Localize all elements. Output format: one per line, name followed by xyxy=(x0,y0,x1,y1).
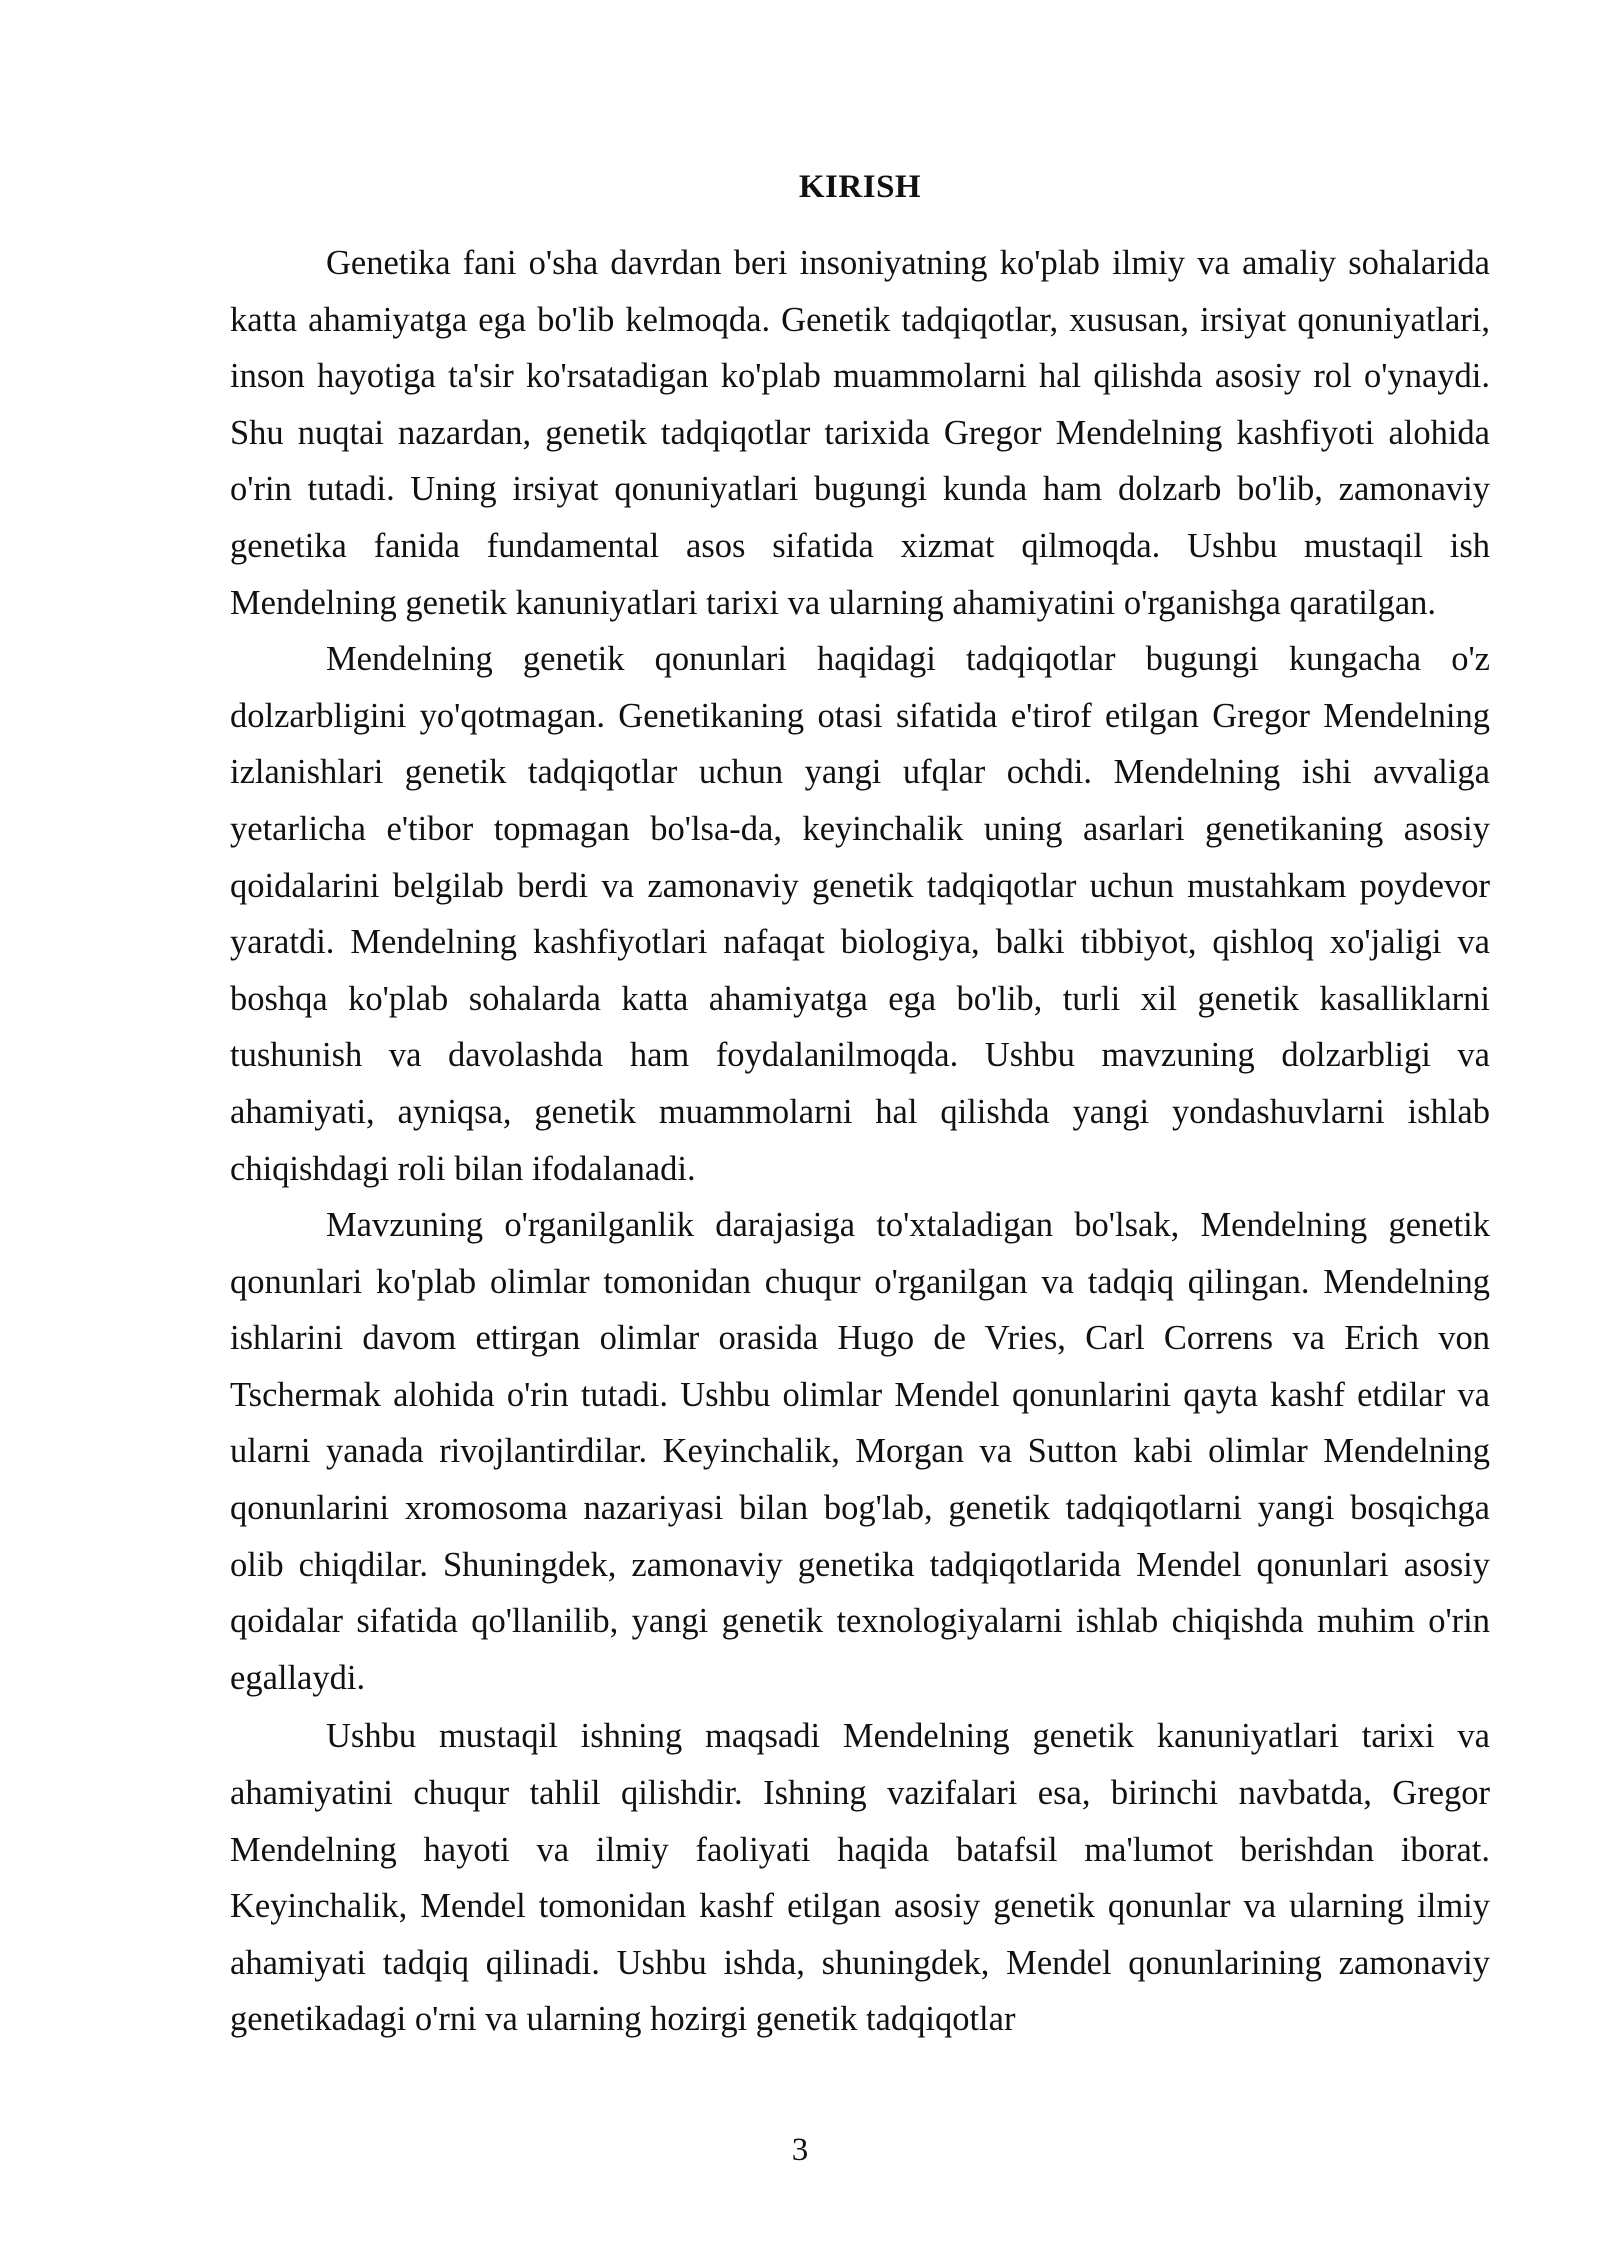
paragraph-study-level: Mavzuning o'rganilganlik darajasiga to'xtaladigan bo'lsak, Mendelning genetik qonunlari ko'plab olimlar tomonidan chuqur o'rganilgan va tadqiq qilingan. Mendelning ishlarini davom ettirgan olimlar orasida Hugo de Vries, Carl Correns va Erich von Tschermak alohida o'rin tutadi. Ushbu olimlar Mendel qonunlarini qayta kashf etdilar va ularni yanada rivojlantirdilar. Keyinchalik, Morgan va Sutton kabi olimlar Mendelning qonunlarini xromosoma nazariyasi bilan bog'lab, genetik tadqiqotlarni yangi bosqichga olib chiqdilar. Shuningdek, zamonaviy genetika tadqiqotlarida Mendel qonunlari asosiy qoidalar sifatida qo'llanilib, yangi genetik texnologiyalarni ishlab chiqishda muhim o'rin egallaydi. xyxy=(230,1206,1490,1697)
paragraph-intro: Genetika fani o'sha davrdan beri insoniyatning ko'plab ilmiy va amaliy sohalarida katta ahamiyatga ega bo'lib kelmoqda. Genetik tadqiqotlar, xususan, irsiyat qonuniyatlari, inson hayotiga ta'sir ko'rsatadigan ko'plab muammolarni hal qilishda asosiy rol o'ynaydi. Shu nuqtai nazardan, genetik tadqiqotlar tarixida Gregor Mendelning kashfiyoti alohida o'rin tutadi. Uning irsiyat qonuniyatlari bugungi kunda ham dolzarb bo'lib, zamonaviy genetika fanida fundamental asos sifatida xizmat qilmoqda. Ushbu mustaqil ish Mendelning genetik kanuniyatlari tarixi va ularning ahamiyatini o'rganishga qaratilgan. xyxy=(230,244,1490,622)
section-title: KIRISH xyxy=(798,169,922,205)
paragraph-relevance: Mendelning genetik qonunlari haqidagi tadqiqotlar bugungi kungacha o'z dolzarbligini yo'qotmagan. Genetikaning otasi sifatida e'tirof etilgan Gregor Mendelning izlanishlari genetik tadqiqotlar uchun yangi ufqlar ochdi. Mendelning ishi avvaliga yetarlicha e'tibor topmagan bo'lsa-da, keyinchalik uning asarlari genetikaning asosiy qoidalarini belgilab berdi va zamonaviy genetik tadqiqotlar uchun mustahkam poydevor yaratdi. Mendelning kashfiyotlari nafaqat biologiya, balki tibbiyot, qishloq xo'jaligi va boshqa ko'plab sohalarda katta ahamiyatga ega bo'lib, turli xil genetik kasalliklarni tushunish va davolashda ham foydalanilmoqda. Ushbu mavzuning dolzarbligi va ahamiyati, ayniqsa, genetik muammolarni hal qilishda yangi yondashuvlarni ishlab chiqishdagi roli bilan ifodalanadi. xyxy=(230,640,1490,1188)
page-number: 3 xyxy=(791,2132,809,2168)
page-content xyxy=(230,165,1490,2048)
paragraph-goals: Ushbu mustaqil ishning maqsadi Mendelning genetik kanuniyatlari tarixi va ahamiyatini chuqur tahlil qilishdir. Ishning vazifalari esa, birinchi navbatda, Gregor Mendelning hayoti va ilmiy faoliyati haqida batafsil ma'lumot berishdan iborat. Keyinchalik, Mendel tomonidan kashf etilgan asosiy genetik qonunlar va ularning ilmiy ahamiyati tadqiq qilinadi. Ushbu ishda, shuningdek, Mendel qonunlarining zamonaviy genetikadagi o'rni va ularning hozirgi genetik tadqiqotlar xyxy=(230,1717,1490,2039)
